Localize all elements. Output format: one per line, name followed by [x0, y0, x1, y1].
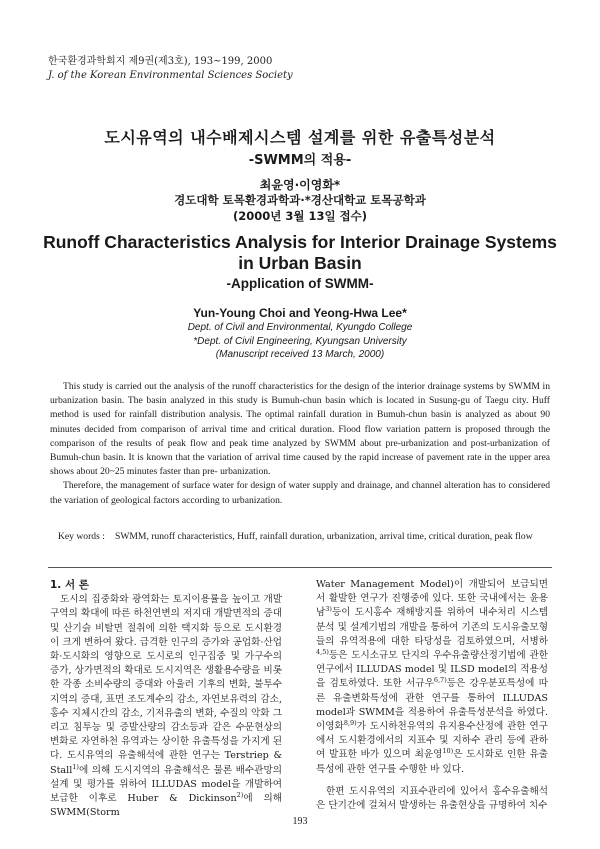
intro-paragraph-1	[50, 593, 282, 820]
abstract	[50, 380, 550, 508]
paper-subtitle-en: -Application of SWMM-	[226, 276, 374, 291]
paper-subtitle-ko: -SWMM의 적용-	[248, 153, 352, 168]
journal-citation-en: J. of the Korean Environmental Sciences Society	[48, 70, 293, 81]
affiliation-en-line1: Dept. of Civil and Environmental, Kyungdo College	[187, 322, 413, 333]
intro-text-1c: 에 의해 SWMM(Storm	[50, 793, 282, 819]
keywords	[58, 530, 550, 544]
keywords-label: Key words :	[58, 531, 105, 542]
intro-text-2a: Water Management Model)이 개발되어 보급되면서 활발한 연구가 진행중에 있다. 또한 국내에서는 윤용남	[316, 579, 548, 619]
body-column-right	[316, 578, 548, 813]
paper-title-en: Runoff Characteristics Analysis for Interior Drainage Systems in Urban Basin	[43, 232, 557, 273]
affiliation-en-line2: *Dept. of Civil Engineering, Kyungsan University	[193, 335, 407, 347]
page-number: 193	[292, 816, 308, 827]
intro-paragraph-2: 한편 도시유역의 지표수관리에 있어서 홍수유출해석은 단기간에 걸쳐서 발생하는 유출현상을 규명하여 치수	[316, 785, 548, 812]
intro-text-1a: 도시의 집중화와 광역화는 토지이용률을 높이고 개발구역의 확대에 따른 하천연변의 저지대 개발면적의 증대 및 산기슭 비탈면 절취에 의한 택지화 등으로 도시환경이 크게 변하여 왔다. 급격한 인구의 증가와 공업화·산업화·도시화의 영향으로 도시로의 인구집중 및 가구수의 증가, 상가면적의 확대로 도시지역은 생활용수량을 비롯한 각종 소비수량의 증대와 아울러 기후의 변화, 불투수지역의 증대, 표면 조도계수의 감소, 자연보유력의 감소, 홍수 지체시간의 감소, 기저유출의 변화, 수질의 악화 그리고 침투능 및 증발산량의 감소등과 같은 수문현상의 변화로 자연하천 유역과는 상이한 유출특성을 가지게 된다. 도시유역의 유출해석에 관한 연구는 Terstriep & Stall	[50, 594, 282, 776]
paper-title-ko: 도시유역의 내수배제시스템 설계를 위한 유출특성분석	[104, 128, 496, 147]
authors-en: Yun-Young Choi and Yeong-Hwa Lee*	[193, 306, 407, 320]
section-divider	[48, 567, 552, 568]
intro-text-2b: 등이 도시홍수 재해방지를 위하여 내수처리 시스템분석 및 설계기법의 개발을 통하여 기존의 도시유출모형들의 유역적용에 대한 타당성을 검토하였으며, 서병하	[316, 607, 548, 647]
keywords-list: SWMM, runoff characteristics, Huff, rainfall duration, urbanization, arrival time, critical duration, peak flow	[115, 531, 533, 542]
abstract-paragraph-2: Therefore, the management of surface water for design of water supply and drainage, and channel alteration has to considered the variation of geological factors according to urbanization.	[50, 480, 550, 506]
intro-text-2f: 은 도시화로 인한 유출특성에 관한 연구를 수행한 바 있다.	[316, 749, 548, 775]
intro-text-2d: 등은 강우분포특성에 따른 유출변화특성에 관한 연구를 통하여 ILLUDAS model과 SWMM을 적용하여 유출특성분석을 하였다. 이영화	[316, 678, 548, 733]
intro-paragraph-1-cont	[316, 578, 548, 777]
intro-text-2e: 가 도시하천유역의 유지용수산정에 관한 연구에서 도시환경에서의 지표수 및 지하수 관리 등에 관하여 발표한 바가 있으며 최윤영	[316, 721, 548, 761]
received-date-ko: (2000년 3월 13일 접수)	[232, 209, 368, 223]
affiliation-en	[0, 321, 600, 362]
intro-text-1b: 에 의해 도시지역의 유출해석은 물론 배수관망의 설계 및 평가를 위하여 ILLUDAS model을 개발하여 보급한 이후로 Huber & Dickinson	[50, 764, 282, 805]
section-heading-introduction: 1. 서 론	[50, 579, 89, 591]
citation-ref: 6,7)	[433, 676, 447, 685]
body-column-left	[50, 578, 282, 820]
journal-header	[48, 55, 293, 83]
citation-ref: 1)	[72, 762, 79, 771]
citation-ref: 4,5)	[316, 647, 329, 656]
citation-ref: 3)	[325, 605, 332, 614]
abstract-paragraph-1: This study is carried out the analysis of the runoff characteristics for the design of the interior drainage systems by SWMM in urbanization basin. The basin analyzed in this study is Bumuh-chun basin which is located in Susung-gu of Taegu city. Huff method is used for rainfall distribution analysis. The optimal rainfall duration in Bumuh-chun basin is analyzed as about 90 minutes decided from comparison of arrival time and critical duration. Flood flow variation pattern is proposed through the comparison of the results of peak flow and peak time analyzed by SWMM about pre-urbanization and post-urbanization of Bumuh-chun basin. It is known that the variation of arrival time caused by the rapid increase of pavement rate in the upper area shows about 20~25 minutes faster than pre- urbanization.	[50, 381, 550, 478]
citation-ref: 2)	[236, 790, 244, 799]
citation-ref: 8,9)	[343, 718, 357, 727]
affiliation-ko: 경도대학 토목환경과학과·*경산대학교 토목공학과	[174, 193, 426, 207]
affiliation-en-line3: (Manuscript received 13 March, 2000)	[215, 349, 385, 360]
journal-citation-ko: 한국환경과학회지 제9권(제3호), 193~199, 2000	[48, 56, 273, 67]
intro-text-2c: 등은 도시소규모 단지의 우수유출량산정기법에 관한 연구에서 ILLUDAS model 및 ILSD model의 적용성을 검토하였다. 또한 서규우	[316, 650, 548, 690]
citation-ref: 10)	[442, 747, 454, 756]
authors-ko: 최윤영·이영화*	[259, 178, 341, 192]
